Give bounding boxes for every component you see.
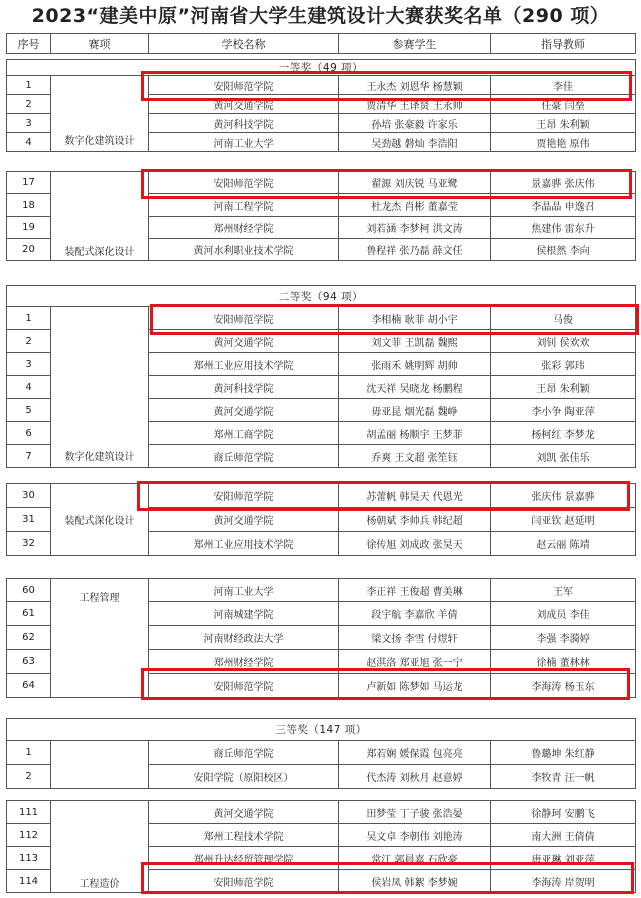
teacher: 刘钊 侯欢欢 <box>491 330 636 353</box>
students: 张雨禾 姚明辉 胡帅 <box>339 353 491 376</box>
school-name: 郑州财经学院 <box>149 217 339 239</box>
prize-level-third: 三等奖（147 项） <box>7 719 636 741</box>
row-no: 18 <box>7 194 51 217</box>
event-name: 工程造价 <box>51 801 149 893</box>
school-name: 郑州财经学院 <box>149 650 339 674</box>
row-no: 7 <box>7 445 51 468</box>
table-header-row <box>7 34 636 54</box>
row-no: 30 <box>7 484 51 508</box>
school-name: 黄河水利职业技术学院 <box>149 239 339 261</box>
students: 贾清华 王译贤 王永帅 <box>339 95 491 114</box>
teacher: 侯根然 李向 <box>491 239 636 261</box>
teacher: 鲁璐坤 朱红静 <box>491 741 636 765</box>
school-name: 安阳师范学院 <box>149 172 339 194</box>
school-name: 郑州升达经贸管理学院 <box>149 847 339 870</box>
students: 李相楠 耿菲 胡小宇 <box>339 307 491 330</box>
row-no: 5 <box>7 399 51 422</box>
row-no: 2 <box>7 95 51 114</box>
prize-level-second: 二等奖（94 项） <box>7 286 636 307</box>
students: 杨朝斌 李帅兵 韩纪超 <box>339 508 491 532</box>
row-no: 19 <box>7 217 51 239</box>
school-name: 郑州工业应用技术学院 <box>149 353 339 376</box>
school-name: 黄河科技学院 <box>149 114 339 133</box>
students: 鲁程祥 张乃磊 薛文任 <box>339 239 491 261</box>
school-name: 河南城建学院 <box>149 602 339 626</box>
teacher: 李强 李漪婷 <box>491 626 636 650</box>
students: 常江 郭晨嘉 石欣豪 <box>339 847 491 870</box>
students: 王永杰 刘恩华 杨慧颖 <box>339 76 491 95</box>
row-no: 32 <box>7 532 51 556</box>
school-name: 郑州工业应用技术学院 <box>149 532 339 556</box>
row-no: 113 <box>7 847 51 870</box>
header-teacher: 指导教师 <box>491 34 636 54</box>
school-name: 河南工业大学 <box>149 133 339 152</box>
school-name: 黄河交通学院 <box>149 801 339 824</box>
page-title: 2023“建美中原”河南省大学生建筑设计大赛获奖名单（290 项） <box>31 5 610 27</box>
school-name: 安阳学院（原阳校区） <box>149 765 339 789</box>
row-no: 63 <box>7 650 51 674</box>
teacher: 徐静珂 安鹏飞 <box>491 801 636 824</box>
students: 赵淇洛 郑亚旭 张一宁 <box>339 650 491 674</box>
row-no: 2 <box>7 330 51 353</box>
table-row <box>7 579 636 602</box>
teacher: 马俊 <box>491 307 636 330</box>
award-table-first <box>6 33 636 152</box>
students: 郑若娴 媛保霞 包亮亮 <box>339 741 491 765</box>
students: 乔爽 王文超 张笙钰 <box>339 445 491 468</box>
school-name: 河南工业大学 <box>149 579 339 602</box>
table-row <box>7 307 636 330</box>
teacher: 任豪 闫垒 <box>491 95 636 114</box>
students: 刘文菲 王凯磊 魏熙 <box>339 330 491 353</box>
students: 胡孟丽 杨顺宇 王梦菲 <box>339 422 491 445</box>
row-no: 60 <box>7 579 51 602</box>
teacher: 张彩 郭玮 <box>491 353 636 376</box>
school-name: 商丘师范学院 <box>149 445 339 468</box>
students: 田梦莹 丁子骏 张浩晏 <box>339 801 491 824</box>
students: 沈天祥 吴晓龙 杨鹏程 <box>339 376 491 399</box>
students: 卢新如 陈梦如 马运龙 <box>339 674 491 698</box>
header-event: 赛项 <box>51 34 149 54</box>
school-name: 河南财经政法大学 <box>149 626 339 650</box>
teacher: 李牧青 汪一帆 <box>491 765 636 789</box>
school-name: 郑州工商学院 <box>149 422 339 445</box>
teacher: 张庆伟 景嘉骅 <box>491 484 636 508</box>
students: 徐传旭 刘成政 张昊天 <box>339 532 491 556</box>
teacher: 李海涛 杨玉东 <box>491 674 636 698</box>
award-table-third <box>6 718 636 789</box>
table-row <box>7 76 636 95</box>
school-name: 黄河科技学院 <box>149 376 339 399</box>
teacher: 刘成员 李佳 <box>491 602 636 626</box>
teacher: 贾艳艳 原伟 <box>491 133 636 152</box>
students: 刘若涵 李梦柯 洪文涛 <box>339 217 491 239</box>
students: 翟源 刘庆锐 马亚鹭 <box>339 172 491 194</box>
award-table-second-b <box>6 483 636 556</box>
school-name: 黄河交通学院 <box>149 330 339 353</box>
teacher: 李佳 <box>491 76 636 95</box>
row-no: 1 <box>7 76 51 95</box>
row-no: 4 <box>7 133 51 152</box>
header-students: 参赛学生 <box>339 34 491 54</box>
row-no: 3 <box>7 114 51 133</box>
event-name: 装配式深化设计 <box>51 484 149 556</box>
students: 李正祥 王俊超 曹美琳 <box>339 579 491 602</box>
table-row <box>7 172 636 194</box>
students: 代杰涛 刘秋月 赵意婷 <box>339 765 491 789</box>
row-no: 1 <box>7 307 51 330</box>
school-name: 郑州工程技术学院 <box>149 824 339 847</box>
students: 孙培 张豪毅 许家乐 <box>339 114 491 133</box>
school-name: 商丘师范学院 <box>149 741 339 765</box>
school-name: 安阳师范学院 <box>149 307 339 330</box>
school-name: 黄河交通学院 <box>149 508 339 532</box>
school-name: 黄河交通学院 <box>149 95 339 114</box>
award-table-second <box>6 285 636 468</box>
teacher: 闫亚钦 赵延明 <box>491 508 636 532</box>
teacher: 杨柯红 李梦龙 <box>491 422 636 445</box>
teacher: 赵云丽 陈靖 <box>491 532 636 556</box>
prize-level-first: 一等奖（49 项） <box>7 60 636 76</box>
row-no: 17 <box>7 172 51 194</box>
students: 杜龙杰 肖彬 董嘉莹 <box>339 194 491 217</box>
award-table-third-b <box>6 800 636 893</box>
teacher: 唐亚琳 刘亚萍 <box>491 847 636 870</box>
students: 吴文卓 李朝伟 刘艳涛 <box>339 824 491 847</box>
row-no: 20 <box>7 239 51 261</box>
row-no: 6 <box>7 422 51 445</box>
students: 段宇航 李嘉欣 羊倩 <box>339 602 491 626</box>
row-no: 64 <box>7 674 51 698</box>
row-no: 3 <box>7 353 51 376</box>
table-row <box>7 741 636 765</box>
event-name: 数字化建筑设计 <box>51 76 149 152</box>
students: 侯岩凤 韩絮 李梦婉 <box>339 870 491 893</box>
teacher: 王昂 朱利颖 <box>491 376 636 399</box>
header-school: 学校名称 <box>149 34 339 54</box>
row-no: 1 <box>7 741 51 765</box>
teacher: 徐楠 董林林 <box>491 650 636 674</box>
row-no: 62 <box>7 626 51 650</box>
teacher: 王军 <box>491 579 636 602</box>
table-row <box>7 801 636 824</box>
row-no: 114 <box>7 870 51 893</box>
row-no: 112 <box>7 824 51 847</box>
teacher: 焦建伟 雷东升 <box>491 217 636 239</box>
teacher: 刘凯 张佳乐 <box>491 445 636 468</box>
teacher: 李海涛 岸贺明 <box>491 870 636 893</box>
school-name: 安阳师范学院 <box>149 484 339 508</box>
students: 吴劲越 磐灿 李浩阳 <box>339 133 491 152</box>
header-no: 序号 <box>7 34 51 54</box>
teacher: 南大洲 王倩倩 <box>491 824 636 847</box>
teacher: 景嘉骅 张庆伟 <box>491 172 636 194</box>
row-no: 111 <box>7 801 51 824</box>
teacher: 王昂 朱利颖 <box>491 114 636 133</box>
students: 毋亚昆 烟光磊 魏峥 <box>339 399 491 422</box>
school-name: 黄河交通学院 <box>149 399 339 422</box>
event-name: 数字化建筑设计 <box>51 307 149 468</box>
students: 苏蕾帆 韩昊天 代恩光 <box>339 484 491 508</box>
event-name: 工程管理 <box>51 579 149 698</box>
students: 梁文扬 李雪 付煜轩 <box>339 626 491 650</box>
event-name <box>51 741 149 789</box>
school-name: 河南工程学院 <box>149 194 339 217</box>
school-name: 安阳师范学院 <box>149 674 339 698</box>
award-table-second-c <box>6 578 636 698</box>
table-row <box>7 484 636 508</box>
row-no: 4 <box>7 376 51 399</box>
award-table-first-b <box>6 171 636 261</box>
row-no: 61 <box>7 602 51 626</box>
row-no: 2 <box>7 765 51 789</box>
teacher: 李晶晶 申逸召 <box>491 194 636 217</box>
event-name: 装配式深化设计 <box>51 172 149 261</box>
school-name: 安阳师范学院 <box>149 76 339 95</box>
school-name: 安阳师范学院 <box>149 870 339 893</box>
teacher: 李小争 陶亚萍 <box>491 399 636 422</box>
row-no: 31 <box>7 508 51 532</box>
